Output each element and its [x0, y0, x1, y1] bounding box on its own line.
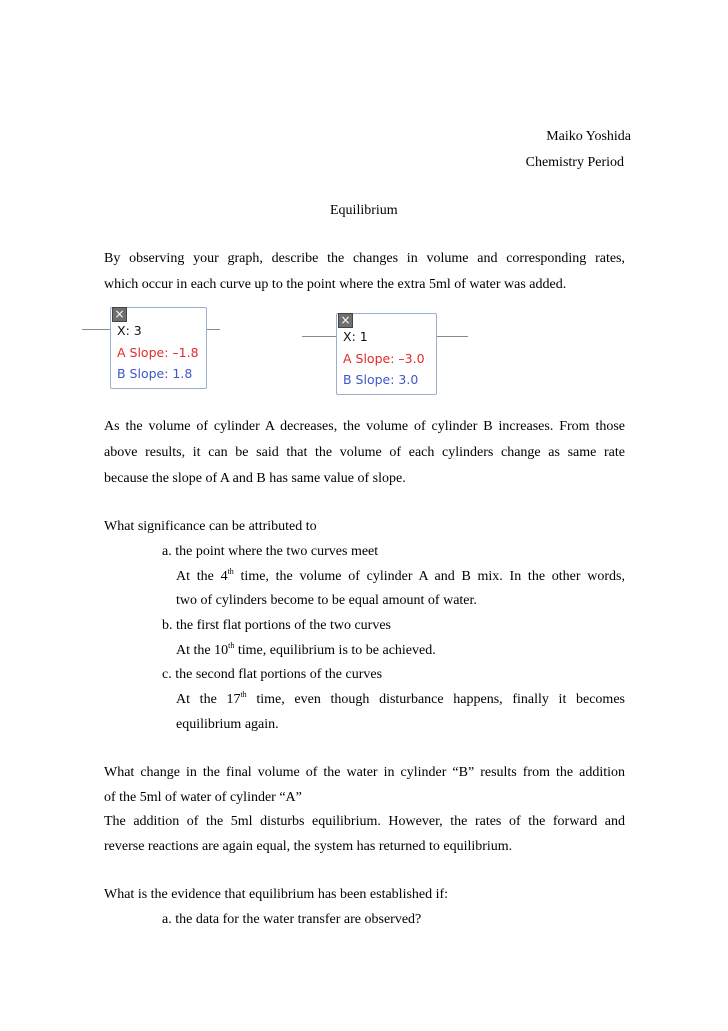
question-1-line-1: By observing your graph, describe the changes in volume and corresponding rates, — [104, 251, 625, 266]
slope-b: B Slope: 1.8 — [117, 366, 193, 381]
question-2c-label: c. the second flat portions of the curves — [162, 667, 383, 682]
page-title: Equilibrium — [330, 203, 398, 218]
question-2b-answer: At the 10th time, equilibrium is to be achieved. — [176, 641, 436, 658]
slope-b: B Slope: 3.0 — [343, 372, 419, 387]
answer-3-line-2: reverse reactions are again equal, the system has returned to equilibrium. — [104, 839, 513, 854]
question-2-prompt: What significance can be attributed to — [104, 519, 317, 534]
question-2a-answer-line-2: two of cylinders become to be equal amount of water. — [176, 593, 477, 608]
x-value: X: 3 — [117, 323, 142, 338]
question-4-prompt: What is the evidence that equilibrium has been established if: — [104, 887, 449, 902]
graph-line-left — [82, 329, 110, 330]
close-icon[interactable]: × — [338, 313, 353, 328]
question-2c-answer-line-2: equilibrium again. — [176, 717, 279, 732]
readout-box — [336, 313, 437, 395]
author-name: Maiko Yoshida — [546, 129, 631, 144]
graph-line-right — [436, 336, 468, 337]
question-2a-label: a. the point where the two curves meet — [162, 544, 379, 559]
readout-box — [110, 307, 207, 389]
answer-3-line-1: The addition of the 5ml disturbs equilibrium. However, the rates of the forward and — [104, 814, 625, 829]
question-3-line-1: What change in the final volume of the water in cylinder “B” results from the addition — [104, 765, 625, 780]
graph-line-left — [302, 336, 336, 337]
question-2a-answer-line-1: At the 4th time, the volume of cylinder A and B mix. In the other words, — [176, 567, 625, 584]
question-4a-label: a. the data for the water transfer are observed? — [162, 912, 422, 927]
question-1-line-2: which occur in each curve up to the point where the extra 5ml of water was added. — [104, 277, 567, 292]
slope-a: A Slope: –1.8 — [117, 345, 199, 360]
question-3-line-2: of the 5ml of water of cylinder “A” — [104, 790, 302, 805]
graph-line-right — [206, 329, 220, 330]
close-icon[interactable]: × — [112, 307, 127, 322]
question-2b-label: b. the first flat portions of the two curves — [162, 618, 392, 633]
x-value: X: 1 — [343, 329, 368, 344]
answer-1-line-2: above results, it can be said that the volume of each cylinders change as same rate — [104, 445, 625, 460]
class-period: Chemistry Period — [525, 155, 624, 170]
answer-1-line-1: As the volume of cylinder A decreases, the volume of cylinder B increases. From those — [104, 419, 625, 434]
slope-a: A Slope: –3.0 — [343, 351, 425, 366]
answer-1-line-3: because the slope of A and B has same value of slope. — [104, 471, 406, 486]
question-2c-answer-line-1: At the 17th time, even though disturbance happens, finally it becomes — [176, 690, 625, 707]
